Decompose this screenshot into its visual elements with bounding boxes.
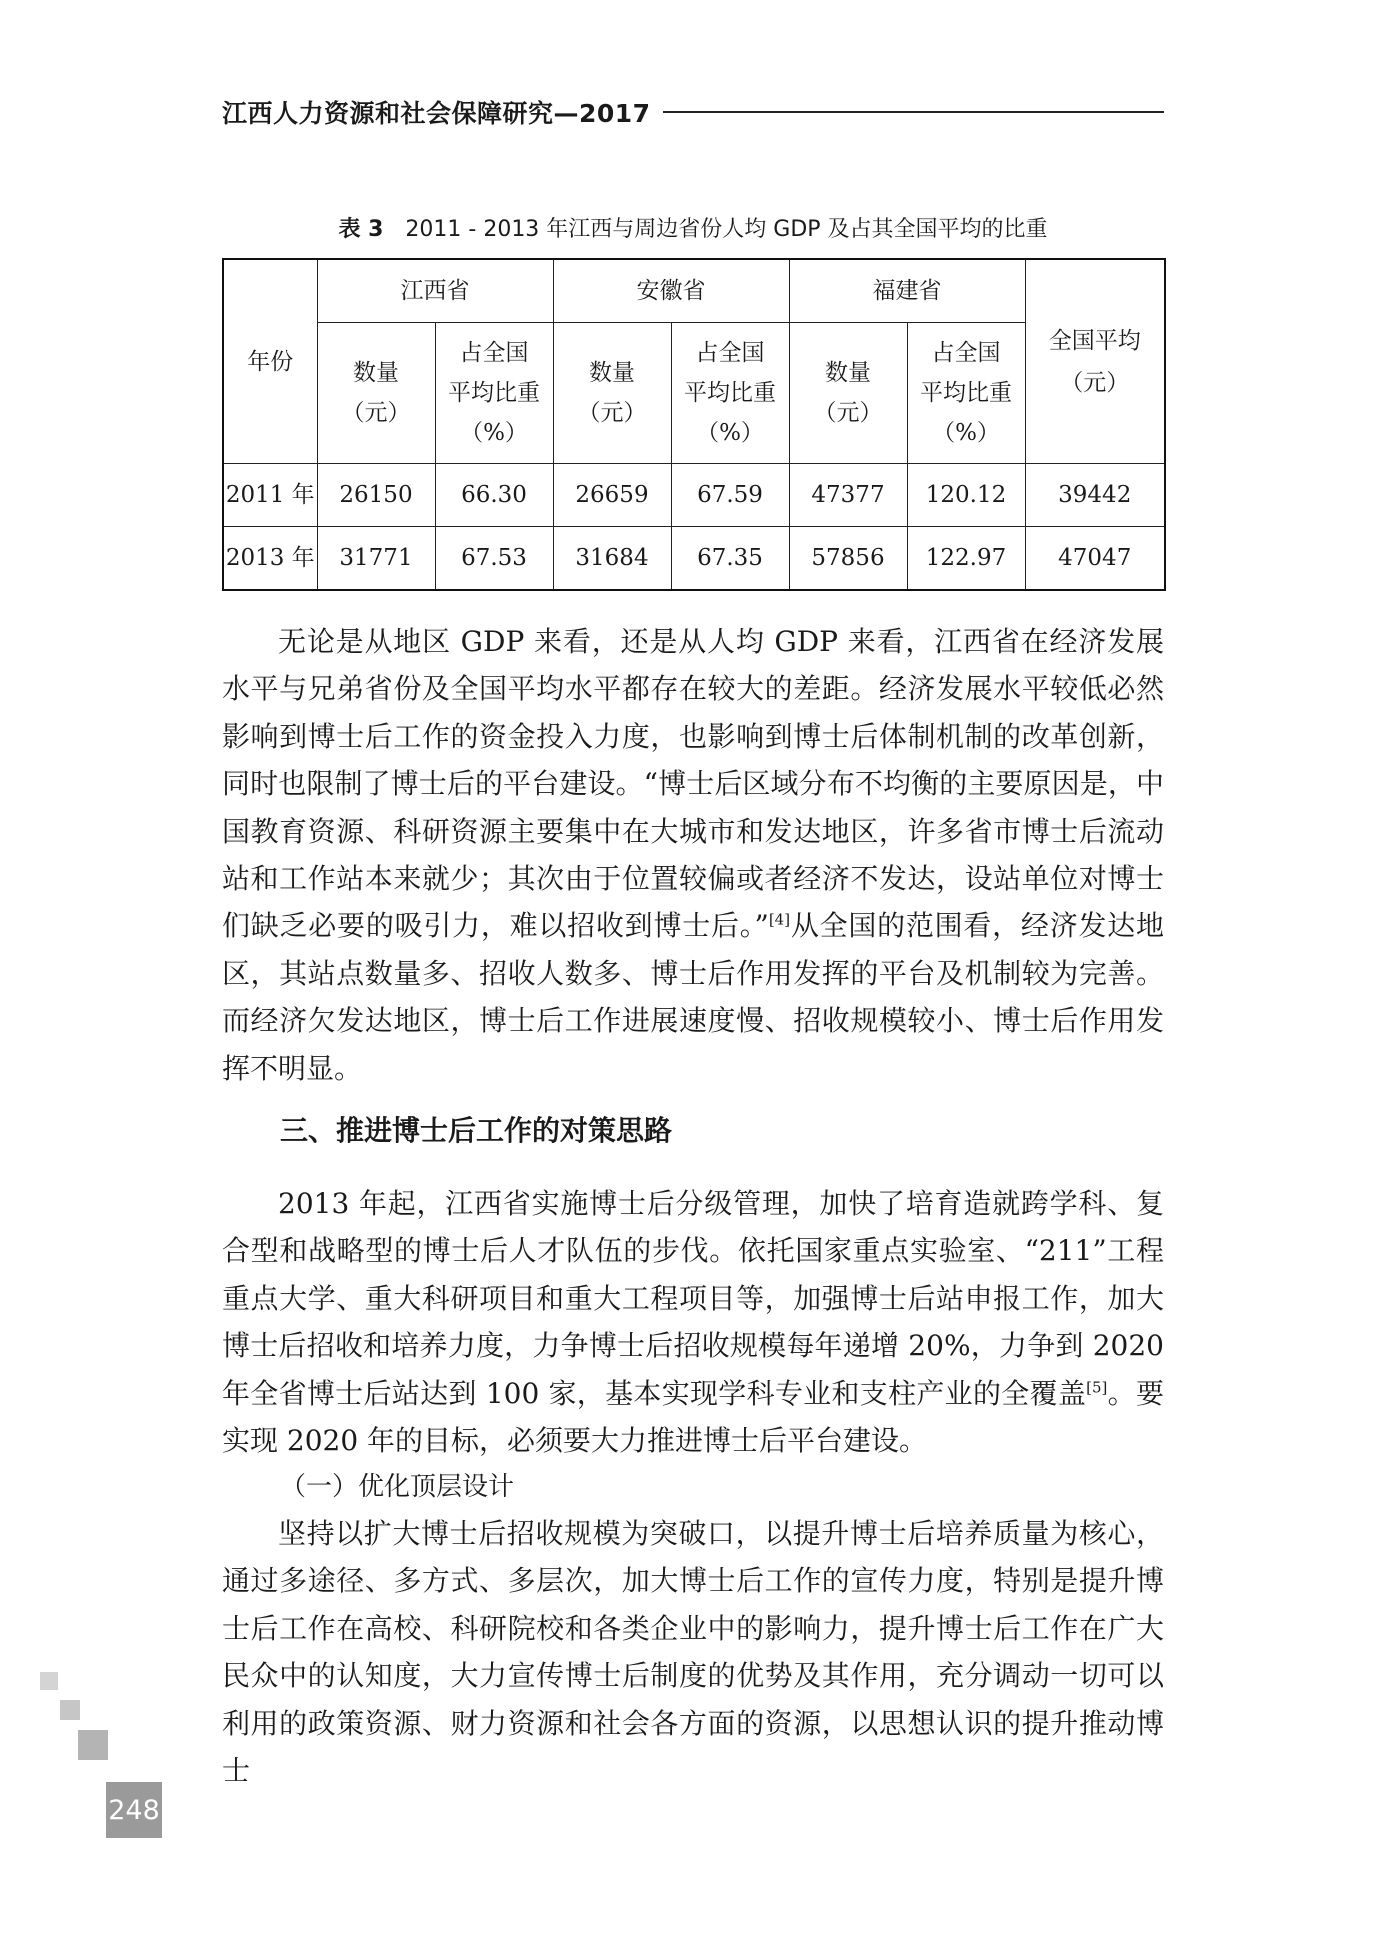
decorative-square	[78, 1730, 108, 1760]
table-cell: 120.12	[907, 464, 1025, 527]
subsection-heading: （一）优化顶层设计	[280, 1472, 515, 1502]
amount-header: 数量 （元）	[789, 323, 907, 464]
amount-header: 数量 （元）	[317, 323, 435, 464]
decorative-square	[60, 1700, 80, 1720]
table-cell: 57856	[789, 527, 907, 591]
province-header-fujian: 福建省	[789, 259, 1025, 323]
decorative-square	[40, 1672, 58, 1690]
table-cell: 66.30	[435, 464, 553, 527]
table-cell: 31684	[553, 527, 671, 591]
table-cell: 67.35	[671, 527, 789, 591]
table-caption-label: 表 3	[338, 217, 384, 242]
share-header: 占全国 平均比重 （%）	[435, 323, 553, 464]
table-cell: 47047	[1025, 527, 1165, 591]
province-header-anhui: 安徽省	[553, 259, 789, 323]
province-header-jiangxi: 江西省	[317, 259, 553, 323]
header-rule	[663, 111, 1164, 113]
amount-header: 数量 （元）	[553, 323, 671, 464]
table-cell: 26659	[553, 464, 671, 527]
paragraph-regional-gap: 无论是从地区 GDP 来看，还是从人均 GDP 来看，江西省在经济发展水平与兄弟省份及全国平均水平都存在较大的差距。经济发展水平较低必然影响到博士后工作的资金投入力度，也影响到博士后体制机制的改革创新，同时也限制了博士后的平台建设。“博士后区域分布不均衡的主要原因是，中国教育资源、科研资源主要集中在大城市和发达地区，许多省市博士后流动站和工作站本来就少；其次由于位置较偏或者经济不发达，设站单位对博士们缺乏必要的吸引力，难以招收到博士后。”[4]从全国的范围看，经济发达地区，其站点数量多、招收人数多、博士后作用发挥的平台及机制较为完善。而经济欠发达地区，博士后工作进展速度慢、招收规模较小、博士后作用发挥不明显。	[222, 625, 1164, 1085]
year-header: 年份	[223, 259, 317, 464]
table-row	[223, 527, 1165, 591]
page-number: 248	[106, 1782, 162, 1838]
share-header: 占全国 平均比重 （%）	[671, 323, 789, 464]
table-caption-text: 2011 - 2013 年江西与周边省份人均 GDP 及占其全国平均的比重	[405, 217, 1048, 242]
running-header	[222, 94, 1164, 130]
table-cell: 122.97	[907, 527, 1025, 591]
table-cell-year: 2011 年	[223, 464, 317, 527]
paragraph-tiered-management: 2013 年起，江西省实施博士后分级管理，加快了培育造就跨学科、复合型和战略型的博士后人才队伍的步伐。依托国家重点实验室、“211”工程重点大学、重大科研项目和重大工程项目等，加强博士后站申报工作，加大博士后招收和培养力度，力争博士后招收规模每年递增 20%，力争到 2020 年全省博士后站达到 100 家，基本实现学科专业和支柱产业的全覆盖[5]。要实现 2020 年的目标，必须要大力推进博士后平台建设。	[222, 1187, 1164, 1458]
table-cell: 47377	[789, 464, 907, 527]
paragraph-top-level-design: 坚持以扩大博士后招收规模为突破口，以提升博士后培养质量为核心，通过多途径、多方式、多层次，加大博士后工作的宣传力度，特别是提升博士后工作在高校、科研院校和各类企业中的影响力，提升博士后工作在广大民众中的认知度，大力宣传博士后制度的优势及其作用，充分调动一切可以利用的政策资源、财力资源和社会各方面的资源，以思想认识的提升推动博士	[222, 1517, 1164, 1788]
table-cell: 26150	[317, 464, 435, 527]
share-header: 占全国 平均比重 （%）	[907, 323, 1025, 464]
gdp-comparison-table	[222, 258, 1166, 591]
running-title: 江西人力资源和社会保障研究—2017	[222, 99, 651, 128]
table-cell: 31771	[317, 527, 435, 591]
citation-ref: [4]	[768, 911, 791, 930]
table-caption	[222, 212, 1164, 243]
table-row	[223, 464, 1165, 527]
section-heading: 三、推进博士后工作的对策思路	[280, 1114, 673, 1147]
citation-ref: [5]	[1086, 1378, 1108, 1397]
table-cell: 67.59	[671, 464, 789, 527]
table-cell: 39442	[1025, 464, 1165, 527]
national-average-header: 全国平均 （元）	[1025, 259, 1165, 464]
table-cell: 67.53	[435, 527, 553, 591]
table-cell-year: 2013 年	[223, 527, 317, 591]
